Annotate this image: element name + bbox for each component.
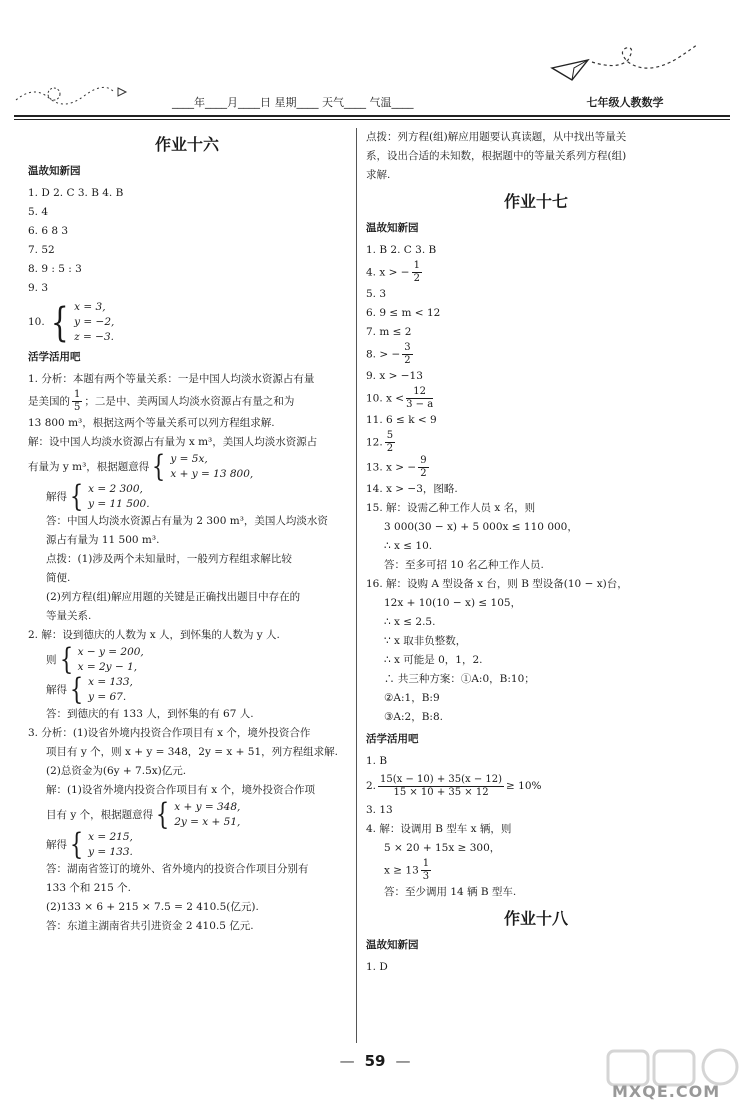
answer-line: 6. 9 ≤ m < 12 bbox=[366, 307, 441, 319]
solution-line: 答：东道主湖南省共引进资金 2 410.5 亿元. bbox=[46, 920, 254, 932]
solution-line: ∵ x 取非负整数， bbox=[384, 635, 467, 647]
section-heading: 温故知新园 bbox=[366, 222, 419, 234]
brand-label: 七年级人教数学 bbox=[586, 96, 664, 109]
date-weather-fields: ____年____月____日 星期____ 天气____ 气温____ bbox=[172, 96, 414, 109]
text-fragment: 是美国的 bbox=[28, 395, 70, 408]
solution-line: 答：至多可招 10 名乙种工作人员. bbox=[384, 559, 544, 571]
answer-line: 1. D bbox=[366, 961, 388, 973]
solution-line: 项目有 y 个，则 x + y = 348，2y = x + 51，列方程组求解. bbox=[46, 746, 338, 758]
equation: x + y = 348, bbox=[174, 801, 241, 813]
denominator: 15 × 10 + 35 × 12 bbox=[393, 786, 489, 798]
equation: x = 2y − 1, bbox=[77, 661, 138, 673]
text-fragment: 解得 bbox=[46, 838, 67, 851]
text-fragment: 13. x > − bbox=[366, 461, 417, 474]
header-rule bbox=[14, 115, 730, 117]
solution-line: 2. 解：设到德庆的人数为 x 人，到怀集的人数为 y 人. bbox=[28, 629, 280, 641]
answer-line: 3. 13 bbox=[366, 804, 393, 816]
text-fragment: 目有 y 个，根据题意得 bbox=[46, 808, 154, 821]
answer-line: 9. 3 bbox=[28, 282, 49, 294]
text-fragment: 解得 bbox=[46, 683, 67, 696]
denominator: 2 bbox=[413, 273, 420, 284]
watermark-text: MXQE.COM bbox=[612, 1082, 721, 1101]
answer-line bbox=[28, 300, 346, 345]
column-divider bbox=[356, 128, 357, 1043]
left-column bbox=[28, 128, 346, 936]
equation: z = −3. bbox=[74, 331, 114, 343]
text-fragment: 4. x > − bbox=[366, 266, 410, 279]
answer-line bbox=[366, 260, 706, 285]
answer-line: 7. m ≤ 2 bbox=[366, 326, 412, 338]
solution-line: 1. 分析：本题有两个等量关系：一是中国人均淡水资源占有量 bbox=[28, 373, 315, 385]
answer-line: 9. x > −13 bbox=[366, 370, 423, 382]
solution-line bbox=[28, 827, 346, 862]
section-heading: 温故知新园 bbox=[366, 939, 419, 951]
solution-line: 答：到德庆的有 133 人，到怀集的有 67 人. bbox=[46, 708, 254, 720]
brace-symbol: { bbox=[69, 827, 84, 862]
answer-line bbox=[366, 386, 706, 411]
solution-line: 答：中国人均淡水资源占有量为 2 300 m³，美国人均淡水资 bbox=[46, 515, 328, 527]
solution-line: 15. 解：设需乙种工作人员 x 名，则 bbox=[366, 502, 536, 514]
solution-line bbox=[366, 858, 706, 883]
answer-line bbox=[366, 430, 706, 455]
fraction bbox=[378, 774, 504, 799]
answer-line: 8. 9 : 5 : 3 bbox=[28, 263, 82, 275]
solution-line: 简便. bbox=[46, 572, 71, 584]
answer-line: 1. D 2. C 3. B 4. B bbox=[28, 187, 124, 199]
solution-line: 点拨：(1)涉及两个未知量时，一般列方程组求解比较 bbox=[46, 553, 292, 565]
denominator: 2 bbox=[404, 355, 411, 366]
answer-line: 7. 52 bbox=[28, 244, 55, 256]
denominator: 5 bbox=[74, 402, 81, 413]
solution-line: ∴ x ≤ 10. bbox=[384, 540, 433, 552]
text-fragment: ≥ 10% bbox=[506, 780, 542, 792]
numerator: 1 bbox=[74, 389, 81, 400]
solution-line: (2)133 × 6 + 215 × 7.5 = 2 410.5(亿元). bbox=[46, 901, 259, 913]
assignment-17-title: 作业十七 bbox=[503, 192, 568, 211]
solution-line: 16. 解：设购 A 型设备 x 台，则 B 型设备(10 − x)台， bbox=[366, 578, 628, 590]
solution-line bbox=[28, 797, 346, 832]
answer-line: 14. x > −3，图略. bbox=[366, 483, 458, 495]
note-line: 系，设出合适的未知数，根据题中的等量关系列方程(组) bbox=[366, 150, 627, 162]
solution-line bbox=[28, 642, 346, 677]
numerator: 5 bbox=[386, 430, 394, 441]
answer-line: 1. B bbox=[366, 755, 388, 767]
equation: y = −2, bbox=[74, 316, 115, 328]
answer-line: 11. 6 ≤ k < 9 bbox=[366, 414, 437, 426]
text-fragment: 则 bbox=[46, 653, 57, 666]
answer-line: 5. 4 bbox=[28, 206, 49, 218]
solution-line: ∴ x ≤ 2.5. bbox=[384, 616, 436, 628]
equation: x = 133, bbox=[88, 676, 133, 688]
solution-line: 解：设中国人均淡水资源占有量为 x m³，美国人均淡水资源占 bbox=[28, 436, 318, 448]
answer-line: 5. 3 bbox=[366, 288, 387, 300]
paper-plane-icon bbox=[548, 40, 708, 100]
decorative-doodle-left bbox=[14, 80, 154, 110]
brace-symbol: { bbox=[50, 299, 69, 346]
solution-line: 5 × 20 + 15x ≥ 300， bbox=[384, 842, 501, 854]
fraction bbox=[402, 342, 412, 367]
equation: x = 2 300, bbox=[88, 483, 143, 495]
numerator: 9 bbox=[420, 455, 427, 466]
solution-line: ∴ x 可能是 0，1，2. bbox=[384, 654, 483, 666]
equation: x − y = 200, bbox=[77, 646, 144, 658]
solution-line: 答：湖南省签订的境外、省外境内的投资合作项目分别有 bbox=[46, 863, 309, 875]
page-header bbox=[0, 0, 750, 120]
solution-line bbox=[28, 672, 346, 707]
answer-line: 1. B 2. C 3. B bbox=[366, 244, 437, 256]
equation: x + y = 13 800, bbox=[170, 468, 254, 480]
solution-line: 答：至少调用 14 辆 B 型车. bbox=[384, 886, 517, 898]
solution-line: ②A:1，B:9 bbox=[384, 692, 440, 704]
equation: x = 215, bbox=[88, 831, 133, 843]
section-heading: 温故知新园 bbox=[28, 165, 81, 177]
solution-line: 源占有量为 11 500 m³. bbox=[46, 534, 160, 546]
equation: y = 67. bbox=[88, 691, 127, 703]
brace-symbol: { bbox=[69, 672, 84, 707]
text-fragment: 12. bbox=[366, 436, 383, 449]
assignment-18-title: 作业十八 bbox=[503, 909, 568, 928]
answer-line bbox=[366, 455, 706, 480]
fraction bbox=[385, 430, 395, 455]
solution-line: 133 个和 215 个. bbox=[46, 882, 131, 894]
answer-line: 6. 6 8 3 bbox=[28, 225, 69, 237]
equation: x = 3, bbox=[74, 301, 106, 313]
text-fragment: 10. x < bbox=[366, 392, 405, 405]
note-line: 求解. bbox=[366, 169, 391, 181]
section-heading: 活学活用吧 bbox=[366, 733, 419, 745]
brace-symbol: { bbox=[59, 642, 73, 677]
solution-line: 12x + 10(10 − x) ≤ 105， bbox=[384, 597, 522, 609]
fraction bbox=[72, 389, 82, 414]
equation: y = 133. bbox=[88, 846, 133, 858]
brace-symbol: { bbox=[69, 479, 84, 514]
answer-line bbox=[366, 771, 706, 801]
solution-line: 13 800 m³，根据这两个等量关系可以列方程组求解. bbox=[28, 417, 275, 429]
fraction bbox=[421, 858, 431, 883]
right-column bbox=[366, 128, 706, 977]
equation: y = 11 500. bbox=[88, 498, 150, 510]
solution-line: 4. 解：设调用 B 型车 x 辆，则 bbox=[366, 823, 512, 835]
brace-symbol: { bbox=[155, 797, 170, 832]
solution-line: 3 000(30 − x) + 5 000x ≤ 110 000， bbox=[384, 521, 578, 533]
solution-line: (2)列方程(组)解应用题的关键是正确找出题目中存在的 bbox=[46, 591, 301, 603]
answer-line bbox=[366, 342, 706, 367]
solution-line bbox=[28, 479, 346, 514]
denominator: 3 bbox=[422, 871, 430, 882]
solution-line: ∴ 共三种方案：①A:0，B:10； bbox=[384, 673, 535, 685]
fraction bbox=[418, 455, 428, 480]
numerator: 3 bbox=[404, 342, 411, 353]
text-fragment: 解得 bbox=[46, 490, 67, 503]
solution-line: 等量关系. bbox=[46, 610, 92, 622]
brace-symbol: { bbox=[152, 449, 166, 484]
text-fragment: x ≥ 13 bbox=[384, 864, 419, 877]
solution-line: ③A:2，B:8. bbox=[384, 711, 443, 723]
text-fragment: 有量为 y m³，根据题意得 bbox=[28, 460, 150, 473]
text-fragment: 8. > − bbox=[366, 348, 401, 361]
solution-line: 3. 分析：(1)设省外境内投资合作项目有 x 个，境外投资合作 bbox=[28, 727, 311, 739]
page-number: — 59 — bbox=[339, 1052, 411, 1070]
equation: 2y = x + 51, bbox=[174, 816, 241, 828]
numerator: 15(x − 10) + 35(x − 12) bbox=[380, 773, 503, 785]
numerator: 1 bbox=[413, 260, 420, 271]
text-fragment: 2. bbox=[366, 780, 377, 792]
solution-line: 解：(1)设省外境内投资合作项目有 x 个，境外投资合作项 bbox=[46, 784, 315, 796]
header-rule-thin bbox=[14, 119, 730, 120]
solution-line bbox=[28, 389, 346, 414]
denominator: 2 bbox=[386, 443, 394, 454]
assignment-16-title: 作业十六 bbox=[154, 135, 219, 154]
answer-number: 10. bbox=[28, 316, 45, 328]
numerator: 1 bbox=[422, 858, 430, 869]
numerator: 12 bbox=[406, 386, 433, 399]
text-fragment: ；二是中、美两国人均淡水资源占有量之和为 bbox=[84, 395, 295, 408]
solution-line bbox=[28, 449, 346, 484]
denominator: 2 bbox=[420, 468, 427, 479]
denominator: 3 − a bbox=[406, 399, 434, 410]
note-line: 点拨：列方程(组)解应用题要认真读题，从中找出等量关 bbox=[366, 131, 627, 143]
solution-line: (2)总资金为(6y + 7.5x)亿元. bbox=[46, 765, 187, 777]
section-heading: 活学活用吧 bbox=[28, 351, 81, 363]
fraction bbox=[406, 386, 433, 411]
page-number-value: 59 bbox=[364, 1052, 386, 1070]
fraction bbox=[412, 260, 422, 285]
equation: y = 5x, bbox=[170, 453, 208, 465]
